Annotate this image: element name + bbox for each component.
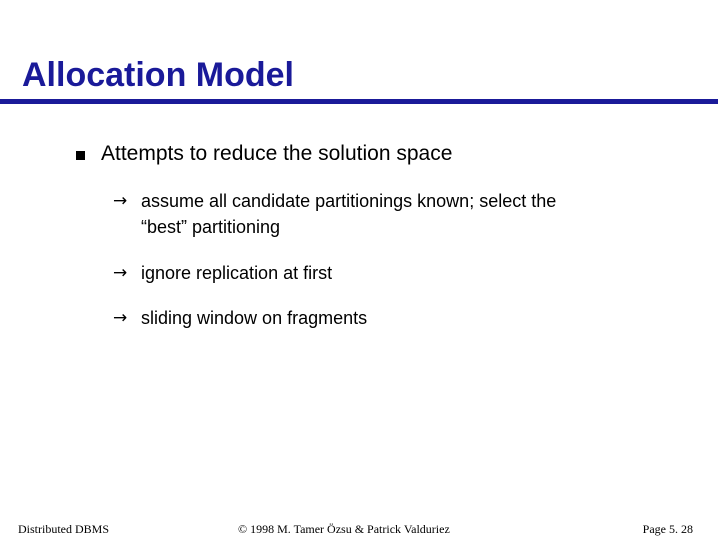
footer-page-number: Page 5. 28 [642,522,693,536]
sub-bullet-1-line-1: assume all candidate partitionings known; select the [141,191,557,211]
sub-bullet-2 [113,260,332,286]
sub-bullet-1-line-2: “best” partitioning [141,217,281,237]
square-bullet-icon [76,151,85,160]
main-bullet [76,139,452,169]
arrow-right-icon: → [113,308,128,328]
slide-title: Allocation Model [22,56,294,94]
sub-bullet-2-text: ignore replication at first [141,263,333,283]
main-bullet-text: Attempts to reduce the solution space [101,142,453,165]
sub-bullet-3-text: sliding window on fragments [141,308,368,328]
footer-copyright: © 1998 M. Tamer Özsu & Patrick Valduriez [238,522,450,536]
footer-course-name: Distributed DBMS [18,522,110,536]
title-divider [0,99,718,104]
sub-bullet-1 [113,188,556,240]
sub-bullet-3 [113,305,367,331]
arrow-right-icon: → [113,191,128,211]
arrow-right-icon: → [113,263,128,283]
